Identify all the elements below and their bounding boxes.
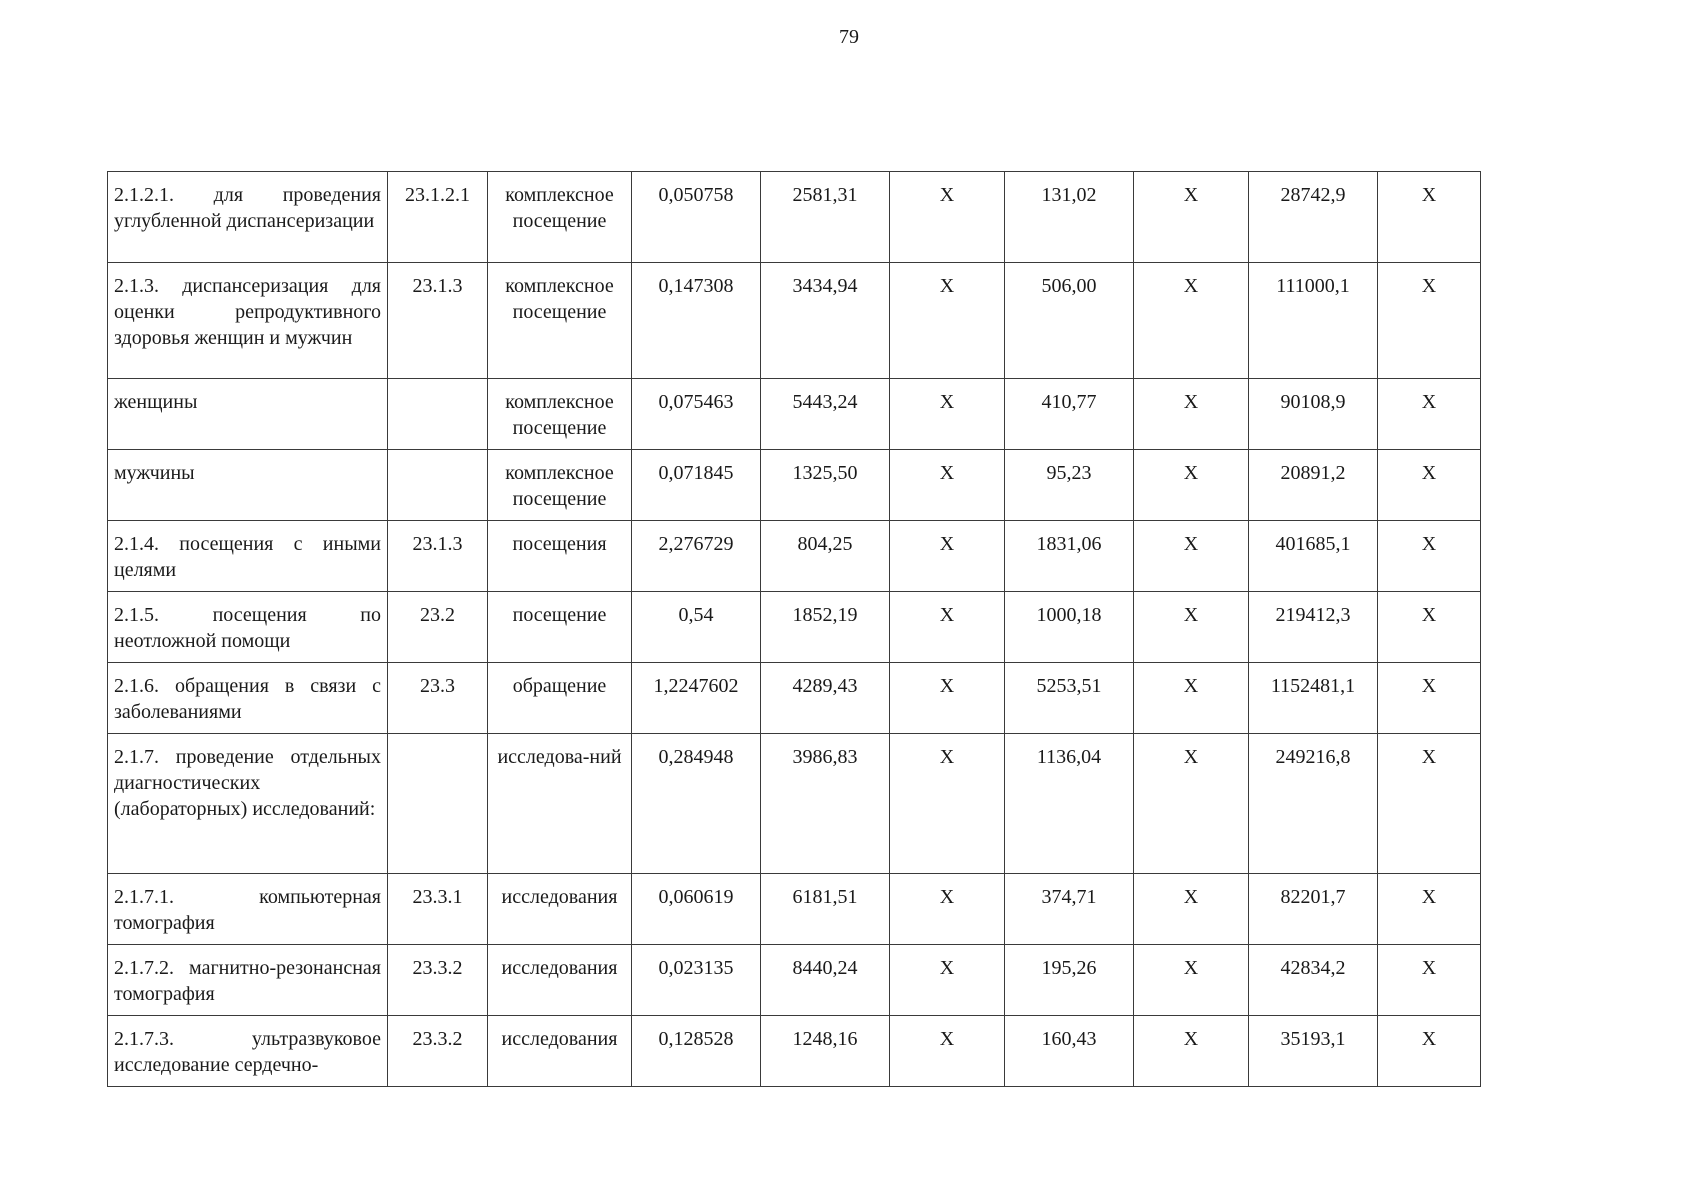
row-total-cell: 111000,1 [1249,263,1378,379]
row-unit-cell: обращение [488,663,632,734]
row-x-cell: X [1134,450,1249,521]
row-code-cell [388,379,488,450]
row-x-cell: X [890,734,1005,874]
row-name-cell: 2.1.7.3. ультразвуковое исследование сердечно- [108,1016,388,1087]
row-x-cell: X [1134,1016,1249,1087]
row-code-cell: 23.1.3 [388,263,488,379]
row-per-capita-cell: 374,71 [1005,874,1134,945]
row-x-cell: X [1378,1016,1481,1087]
row-per-capita-cell: 1831,06 [1005,521,1134,592]
row-cost-cell: 1852,19 [761,592,890,663]
row-x-cell: X [890,450,1005,521]
row-code-cell: 23.1.2.1 [388,172,488,263]
row-volume-cell: 0,128528 [632,1016,761,1087]
row-x-cell: X [1378,734,1481,874]
row-per-capita-cell: 1136,04 [1005,734,1134,874]
row-cost-cell: 4289,43 [761,663,890,734]
row-x-cell: X [1378,945,1481,1016]
row-volume-cell: 1,2247602 [632,663,761,734]
row-total-cell: 249216,8 [1249,734,1378,874]
row-x-cell: X [1134,734,1249,874]
row-cost-cell: 3986,83 [761,734,890,874]
row-x-cell: X [1134,263,1249,379]
row-per-capita-cell: 160,43 [1005,1016,1134,1087]
row-name-cell: 2.1.5. посещения по неотложной помощи [108,592,388,663]
table-row [108,450,1481,521]
row-volume-cell: 0,050758 [632,172,761,263]
row-unit-cell: посещение [488,592,632,663]
row-total-cell: 219412,3 [1249,592,1378,663]
row-per-capita-cell: 131,02 [1005,172,1134,263]
row-unit-cell: комплексное посещение [488,379,632,450]
row-x-cell: X [890,1016,1005,1087]
row-x-cell: X [1378,663,1481,734]
row-total-cell: 82201,7 [1249,874,1378,945]
table-body [108,172,1481,1087]
table-row [108,734,1481,874]
row-volume-cell: 0,023135 [632,945,761,1016]
row-x-cell: X [1378,874,1481,945]
row-volume-cell: 0,060619 [632,874,761,945]
row-cost-cell: 1248,16 [761,1016,890,1087]
row-per-capita-cell: 1000,18 [1005,592,1134,663]
row-cost-cell: 6181,51 [761,874,890,945]
row-x-cell: X [1378,263,1481,379]
row-x-cell: X [890,592,1005,663]
row-volume-cell: 0,54 [632,592,761,663]
row-name-cell: 2.1.7.2. магнитно-резонансная томография [108,945,388,1016]
page-number: 79 [839,26,859,48]
row-total-cell: 401685,1 [1249,521,1378,592]
table-row [108,663,1481,734]
row-name-cell: 2.1.7.1. компьютерная томография [108,874,388,945]
row-x-cell: X [1134,172,1249,263]
row-volume-cell: 0,147308 [632,263,761,379]
table-row [108,379,1481,450]
row-unit-cell: исследования [488,874,632,945]
row-cost-cell: 3434,94 [761,263,890,379]
row-total-cell: 42834,2 [1249,945,1378,1016]
row-unit-cell: исследования [488,1016,632,1087]
row-unit-cell: комплексное посещение [488,172,632,263]
row-unit-cell: комплексное посещение [488,263,632,379]
row-total-cell: 35193,1 [1249,1016,1378,1087]
row-x-cell: X [1378,592,1481,663]
row-x-cell: X [890,379,1005,450]
row-cost-cell: 804,25 [761,521,890,592]
row-x-cell: X [1378,450,1481,521]
row-name-cell: 2.1.7. проведение отдельных диагностических (лабораторных) исследований: [108,734,388,874]
row-per-capita-cell: 195,26 [1005,945,1134,1016]
table-row [108,521,1481,592]
table-row [108,592,1481,663]
row-x-cell: X [890,172,1005,263]
row-total-cell: 28742,9 [1249,172,1378,263]
row-x-cell: X [1134,592,1249,663]
row-name-cell: мужчины [108,450,388,521]
row-cost-cell: 2581,31 [761,172,890,263]
row-x-cell: X [890,874,1005,945]
row-x-cell: X [890,263,1005,379]
row-name-cell: женщины [108,379,388,450]
row-code-cell [388,734,488,874]
row-total-cell: 90108,9 [1249,379,1378,450]
row-per-capita-cell: 5253,51 [1005,663,1134,734]
row-volume-cell: 0,071845 [632,450,761,521]
row-x-cell: X [1134,945,1249,1016]
row-code-cell: 23.1.3 [388,521,488,592]
row-x-cell: X [890,521,1005,592]
row-per-capita-cell: 95,23 [1005,450,1134,521]
row-volume-cell: 0,284948 [632,734,761,874]
row-x-cell: X [1134,521,1249,592]
row-unit-cell: исследования [488,945,632,1016]
table-row [108,1016,1481,1087]
row-name-cell: 2.1.2.1. для проведения углубленной диспансеризации [108,172,388,263]
table-row [108,263,1481,379]
row-code-cell: 23.3.1 [388,874,488,945]
row-x-cell: X [1378,172,1481,263]
row-x-cell: X [890,945,1005,1016]
row-unit-cell: комплексное посещение [488,450,632,521]
row-cost-cell: 8440,24 [761,945,890,1016]
row-total-cell: 20891,2 [1249,450,1378,521]
row-x-cell: X [1134,874,1249,945]
row-code-cell: 23.2 [388,592,488,663]
row-name-cell: 2.1.6. обращения в связи с заболеваниями [108,663,388,734]
row-x-cell: X [1134,379,1249,450]
row-code-cell: 23.3.2 [388,945,488,1016]
table-row [108,172,1481,263]
row-code-cell: 23.3.2 [388,1016,488,1087]
row-name-cell: 2.1.4. посещения с иными целями [108,521,388,592]
table-row [108,874,1481,945]
row-code-cell [388,450,488,521]
row-x-cell: X [1134,663,1249,734]
row-volume-cell: 0,075463 [632,379,761,450]
row-total-cell: 1152481,1 [1249,663,1378,734]
row-x-cell: X [1378,379,1481,450]
row-volume-cell: 2,276729 [632,521,761,592]
row-per-capita-cell: 410,77 [1005,379,1134,450]
program-table [107,171,1481,1087]
row-unit-cell: посещения [488,521,632,592]
row-x-cell: X [890,663,1005,734]
row-name-cell: 2.1.3. диспансеризация для оценки репродуктивного здоровья женщин и мужчин [108,263,388,379]
row-x-cell: X [1378,521,1481,592]
table-row [108,945,1481,1016]
row-unit-cell: исследова-ний [488,734,632,874]
row-cost-cell: 1325,50 [761,450,890,521]
row-code-cell: 23.3 [388,663,488,734]
row-cost-cell: 5443,24 [761,379,890,450]
row-per-capita-cell: 506,00 [1005,263,1134,379]
